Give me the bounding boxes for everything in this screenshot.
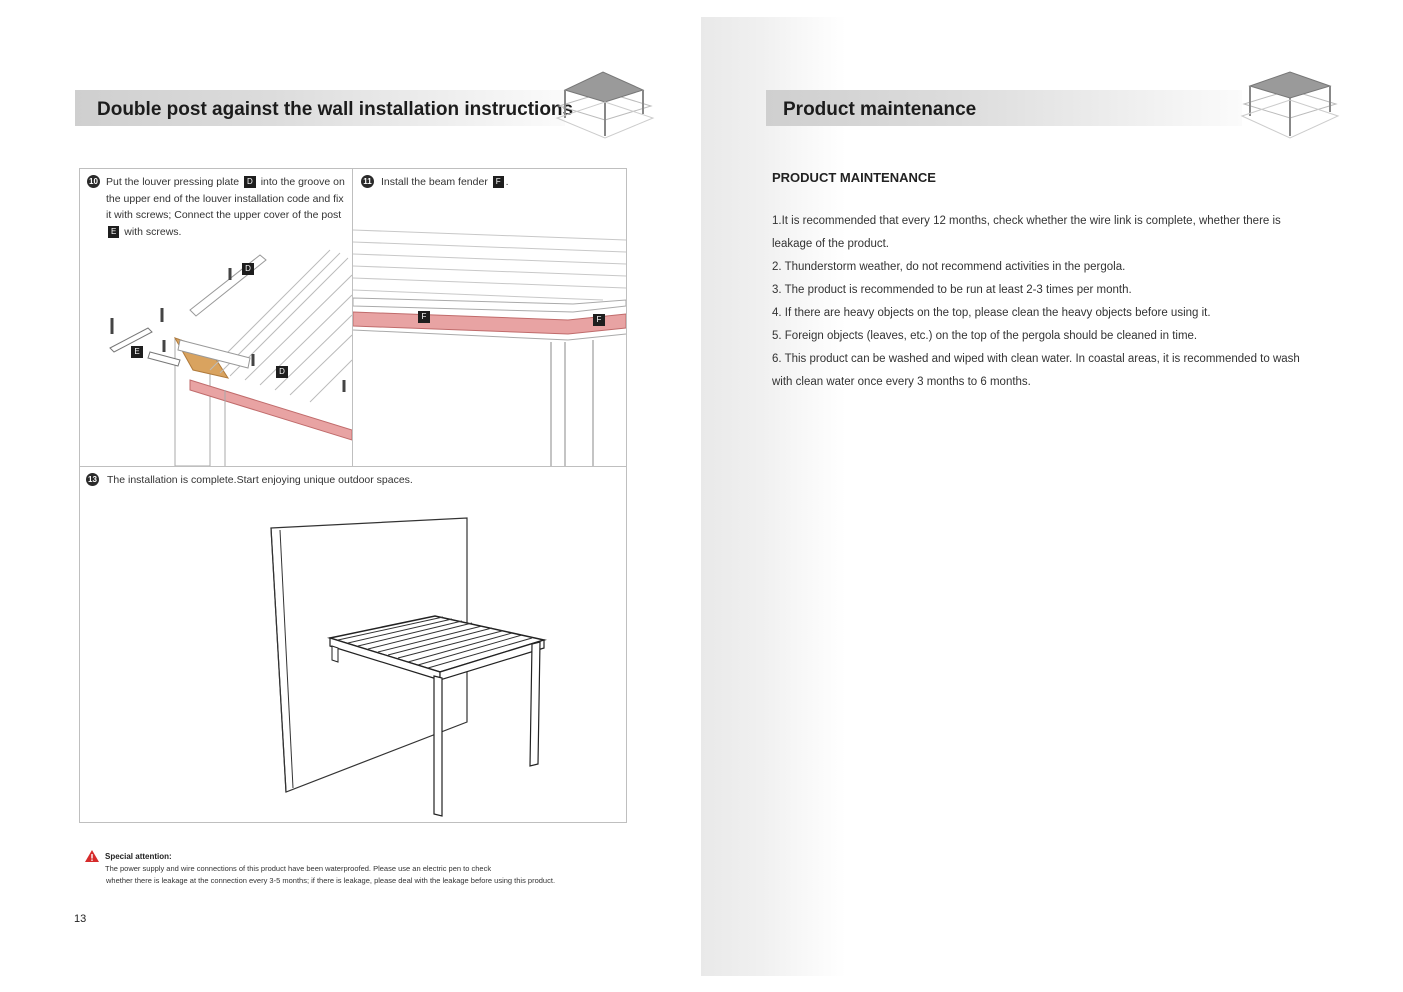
section-heading: PRODUCT MAINTENANCE bbox=[772, 170, 936, 185]
right-page bbox=[701, 17, 1403, 976]
maintenance-item: 6. This product can be washed and wiped with clean water. In coastal areas, it is recommended to wash with clean water once every 3 months to 6 months. bbox=[772, 353, 1300, 388]
step-10-text-part: into the groove on the upper end of the louver installation code and fix it with screws; Connect the upper cover of the post bbox=[106, 176, 345, 221]
diagram-tag-f: F bbox=[418, 311, 430, 323]
maintenance-item: 2. Thunderstorm weather, do not recommend activities in the pergola. bbox=[772, 261, 1126, 273]
page-title: Product maintenance bbox=[783, 99, 977, 120]
maintenance-item: 1.It is recommended that every 12 months, check whether the wire link is complete, whether there is leakage of the product. bbox=[772, 215, 1281, 250]
maintenance-item: 4. If there are heavy objects on the top, please clean the heavy objects before using it. bbox=[772, 307, 1211, 319]
part-tag: D bbox=[244, 176, 256, 188]
step-13-text: The installation is complete.Start enjoying unique outdoor spaces. bbox=[107, 474, 413, 486]
attention-title: Special attention: bbox=[105, 852, 172, 861]
diagram-tag-f: F bbox=[593, 314, 605, 326]
diagram-tag-d: D bbox=[276, 366, 288, 378]
maintenance-item: 3. The product is recommended to be run at least 2-3 times per month. bbox=[772, 284, 1132, 296]
maintenance-item: 5. Foreign objects (leaves, etc.) on the top of the pergola should be cleaned in time. bbox=[772, 330, 1198, 342]
part-tag: E bbox=[108, 226, 119, 238]
page-number: 13 bbox=[74, 913, 87, 925]
page-title: Double post against the wall installation instructions bbox=[97, 99, 574, 120]
pergola-icon bbox=[1240, 66, 1340, 144]
step-10-text bbox=[106, 174, 346, 240]
attention-text: The power supply and wire connections of this product have been waterproofed. Please use an electric pen to check bbox=[105, 864, 492, 873]
step-11-illustration bbox=[353, 218, 626, 466]
panel-divider bbox=[79, 466, 627, 467]
step-number-badge: 11 bbox=[361, 175, 374, 188]
pergola-icon bbox=[555, 68, 655, 146]
warning-icon bbox=[84, 849, 100, 863]
completed-pergola-illustration bbox=[260, 510, 560, 825]
step-11-text-part: Install the beam fender bbox=[381, 176, 488, 188]
step-10-illustration bbox=[80, 240, 352, 466]
maintenance-list bbox=[772, 210, 1317, 394]
diagram-tag-e: E bbox=[131, 346, 143, 358]
diagram-tag-d: D bbox=[242, 263, 254, 275]
step-10-text-part: Put the louver pressing plate bbox=[106, 176, 240, 188]
step-number-badge: 13 bbox=[86, 473, 99, 486]
left-page bbox=[0, 0, 700, 992]
step-10-text-part: with screws. bbox=[124, 225, 182, 238]
step-11-text: Install the beam fender F . bbox=[381, 176, 509, 188]
attention-text: whether there is leakage at the connection every 3-5 months; if there is leakage, please deal with the leakage before using this product. bbox=[106, 876, 556, 885]
part-tag: F bbox=[493, 176, 504, 188]
step-number-badge: 10 bbox=[87, 175, 100, 188]
